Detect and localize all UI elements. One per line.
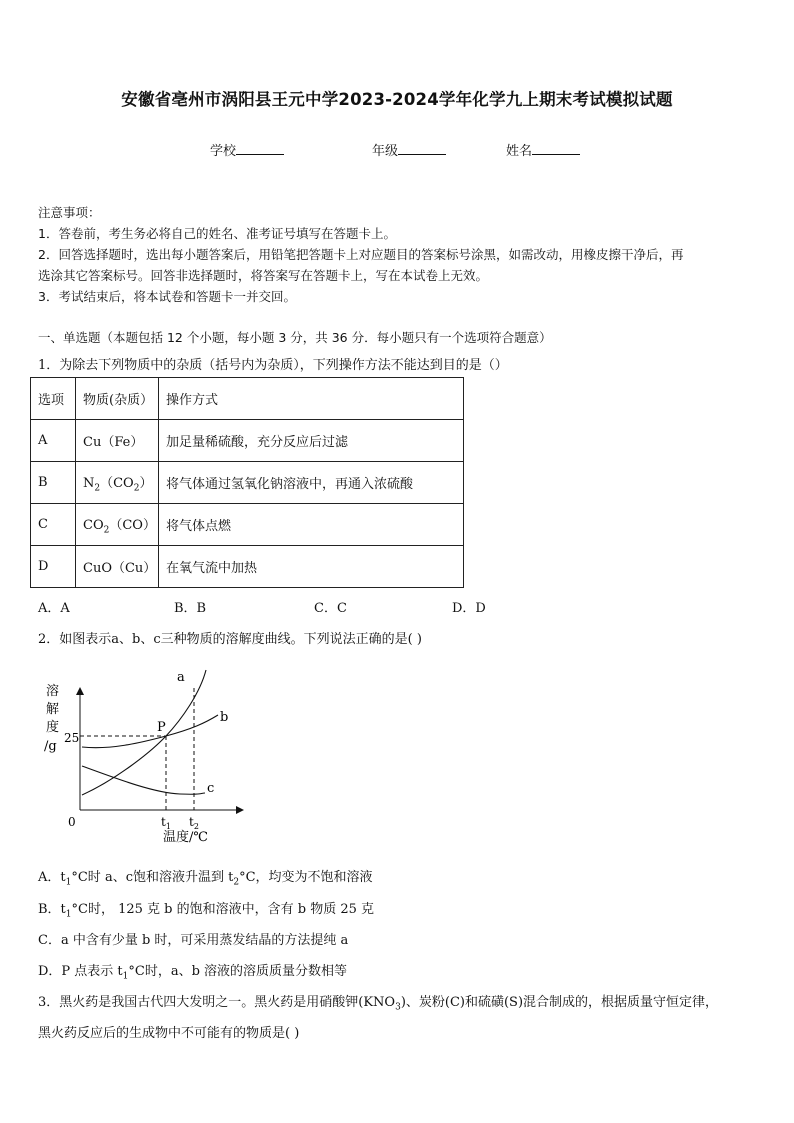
table-cell: $N_2(CO_2)$ xyxy=(76,462,159,504)
ylabel-char: 解 xyxy=(46,702,60,717)
table-cell: A xyxy=(31,420,76,462)
q1-option-b[interactable]: B．B xyxy=(174,601,207,616)
series-label-a: a xyxy=(177,670,185,685)
x-axis-label: 温度/℃ xyxy=(163,830,208,845)
note-item: 3．考试结束后，将本试卷和答题卡一并交回。 xyxy=(38,289,296,304)
q2-stem: 2．如图表示a、b、c三种物质的溶解度曲线。下列说法正确的是( ) xyxy=(38,632,422,647)
curve-b xyxy=(82,715,218,748)
table-cell: 将气体通过氢氧化钠溶液中，再通入浓硫酸 xyxy=(159,462,464,504)
table-header: 选项 xyxy=(31,378,76,420)
curve-a xyxy=(82,670,206,795)
q3-stem-line1: 3．黑火药是我国古代四大发明之一。黑火药是用硝酸钾$(KNO_3)$、炭粉(C)和硫磺(S)混合制成的，根据质量守恒定律， xyxy=(38,995,719,1013)
table-row xyxy=(31,420,464,462)
ylabel-char: 度 xyxy=(46,720,60,735)
x-tick-label: $t_1$ xyxy=(161,815,171,831)
table-row xyxy=(31,546,464,588)
grade-field[interactable] xyxy=(372,140,446,159)
section-heading: 一、单选题（本题包括 12 个小题，每小题 3 分，共 36 分．每小题只有一个选项符合题意） xyxy=(38,330,552,345)
note-item: 1．答卷前，考生务必将自己的姓名、准考证号填写在答题卡上。 xyxy=(38,226,396,241)
table-cell: CuO（Cu） xyxy=(76,546,159,588)
q1-option-c[interactable]: C．C xyxy=(314,601,347,616)
table-header: 物质(杂质） xyxy=(76,378,159,420)
point-label-p: P xyxy=(157,720,166,735)
q2-option-c[interactable]: C．a 中含有少量 b 时，可采用蒸发结晶的方法提纯 a xyxy=(38,933,349,948)
solubility-chart xyxy=(30,655,250,850)
ylabel-char: /g xyxy=(44,739,57,754)
table-cell: 在氧气流中加热 xyxy=(159,546,464,588)
table-row xyxy=(31,504,464,546)
q1-table xyxy=(30,377,464,588)
table-cell: 将气体点燃 xyxy=(159,504,464,546)
page-title: 安徽省亳州市涡阳县王元中学2023-2024学年化学九上期末考试模拟试题 xyxy=(121,90,673,109)
q2-option-d[interactable]: D．P 点表示 $t_1^\circ C$时，a、b 溶液的溶质质量分数相等 xyxy=(38,964,348,982)
table-cell: B xyxy=(31,462,76,504)
series-label-b: b xyxy=(220,710,229,725)
series-label-c: c xyxy=(207,781,215,796)
table-cell: 加足量稀硫酸，充分反应后过滤 xyxy=(159,420,464,462)
q2-option-a[interactable]: A．$t_1^\circ C$时 a、c饱和溶液升温到 $t_2^\circ C$，均变为不饱和溶液 xyxy=(38,870,373,888)
table-cell: $CO_2(CO)$ xyxy=(76,504,159,546)
origin-label: 0 xyxy=(68,815,76,829)
y-tick-label: 25 xyxy=(64,731,80,745)
school-label: 学校 xyxy=(210,144,237,159)
q3-stem-line2: 黑火药反应后的生成物中不可能有的物质是( ) xyxy=(38,1026,300,1041)
note-item: 2．回答选择题时，选出每小题答案后，用铅笔把答题卡上对应题目的答案标号涂黑，如需改动，用橡皮擦干净后，再 xyxy=(38,247,684,262)
q2-option-b[interactable]: B．$t_1^\circ C$时， 125 克 b 的饱和溶液中，含有 b 物质 25 克 xyxy=(38,902,375,920)
table-header: 操作方式 xyxy=(159,378,464,420)
student-info xyxy=(0,140,794,160)
school-field[interactable] xyxy=(210,140,284,159)
q1-stem: 1．为除去下列物质中的杂质（括号内为杂质），下列操作方法不能达到目的是（） xyxy=(38,358,508,373)
table-cell: C xyxy=(31,504,76,546)
note-item: 选涂其它答案标号。回答非选择题时，将答案写在答题卡上，写在本试卷上无效。 xyxy=(38,268,489,283)
q1-option-a[interactable]: A．A xyxy=(38,601,70,616)
q1-option-d[interactable]: D．D xyxy=(452,601,486,616)
name-label: 姓名 xyxy=(506,144,533,159)
ylabel-char: 溶 xyxy=(46,684,60,699)
table-cell: Cu（Fe） xyxy=(76,420,159,462)
notes-heading: 注意事项： xyxy=(38,205,101,220)
table-header-row xyxy=(31,378,464,420)
x-tick-label: $t_2$ xyxy=(189,815,199,831)
notes-block xyxy=(38,202,760,307)
name-field[interactable] xyxy=(506,140,580,159)
grade-label: 年级 xyxy=(372,144,399,159)
table-cell: D xyxy=(31,546,76,588)
table-row xyxy=(31,462,464,504)
curve-c xyxy=(82,766,205,794)
